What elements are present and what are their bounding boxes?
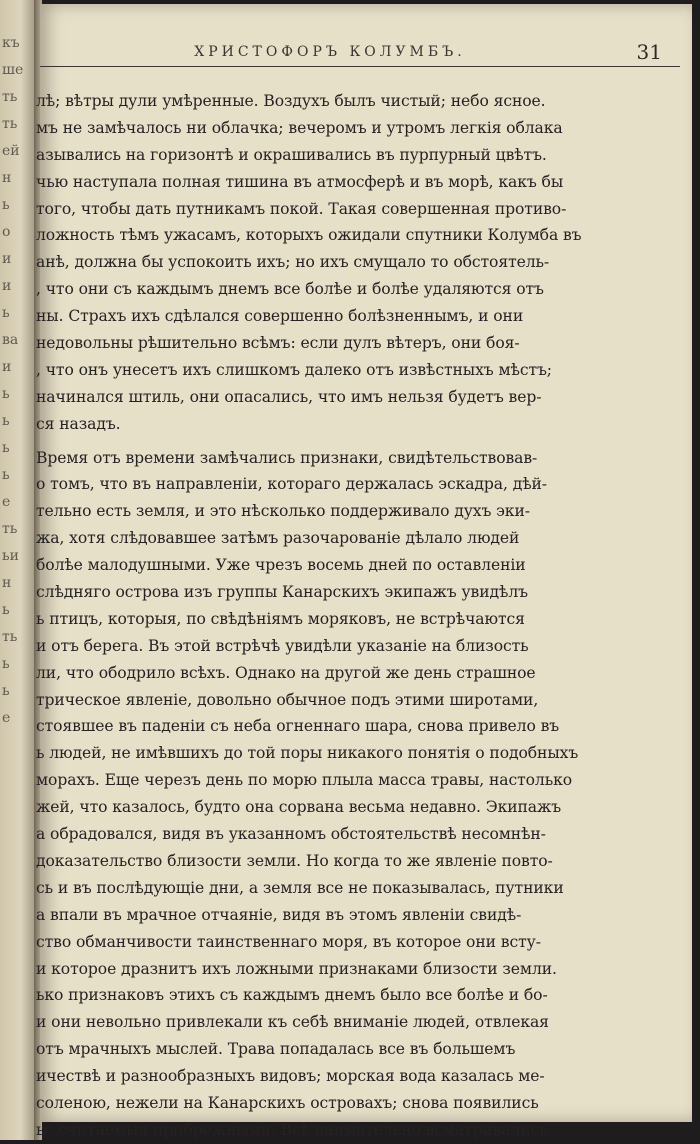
- text-line: а обрадовался, видя въ указанномъ обстоятельствѣ несомнѣн-: [36, 825, 546, 844]
- facing-page-fragment: ь: [2, 467, 10, 483]
- book-page: [36, 4, 692, 1139]
- facing-page-edge: [0, 0, 34, 1140]
- facing-page-fragment: ь: [2, 656, 10, 672]
- facing-page-fragment: е: [2, 494, 11, 510]
- text-line: сь и въ послѣдующіе дни, а земля все не показывалась, путники: [36, 878, 564, 897]
- text-line: трическое явленіе, довольно обычное подъ этими широтами,: [36, 690, 539, 709]
- facing-page-fragment: ть: [2, 89, 18, 105]
- facing-page-fragment: къ: [2, 35, 20, 51]
- page-number: 31: [636, 40, 662, 64]
- facing-page-fragment: ть: [2, 116, 18, 132]
- facing-page-fragment: н: [2, 170, 12, 186]
- text-line: жа, хотя слѣдовавшее затѣмъ разочарованіе дѣлало людей: [36, 529, 520, 548]
- facing-page-fragment: и: [2, 359, 12, 375]
- text-line: ы, считаемыя прибрежными. Всѣ внимательно всматривались: [36, 1120, 548, 1139]
- text-line: а впали въ мрачное отчаяніе, видя въ этомъ явленіи свидѣ-: [36, 905, 522, 924]
- facing-page-fragment: н: [2, 575, 12, 591]
- facing-page-fragment: ь: [2, 440, 10, 456]
- facing-page-fragment: ь: [2, 683, 10, 699]
- text-line: Время отъ времени замѣчались признаки, свидѣтельствовав-: [36, 448, 538, 467]
- text-line: болѣе малодушными. Уже чрезъ восемь дней по оставленіи: [36, 556, 526, 575]
- text-line: недовольны рѣшительно всѣмъ: если дулъ вѣтеръ, они боя-: [36, 334, 520, 353]
- facing-page-fragment: ть: [2, 629, 18, 645]
- facing-page-fragment: ть: [2, 521, 18, 537]
- facing-page-fragment: ей: [2, 143, 20, 159]
- text-line: , что они съ каждымъ днемъ все болѣе и болѣе удаляются отъ: [36, 280, 544, 299]
- running-title: ХРИСТОФОРЪ КОЛУМБЪ.: [194, 44, 466, 60]
- text-line: и они невольно привлекали къ себѣ вниманіе людей, отвлекая: [36, 1013, 549, 1032]
- text-line: начинался штиль, они опасались, что имъ нельзя будетъ вер-: [36, 387, 542, 406]
- text-line: отъ мрачныхъ мыслей. Трава попадалась все въ большемъ: [36, 1040, 516, 1059]
- text-line: жей, что казалось, будто она сорвана весьма недавно. Экипажъ: [36, 798, 562, 817]
- facing-page-fragment: о: [2, 224, 11, 240]
- header-rule: [40, 66, 680, 67]
- text-line: доказательство близости земли. Но когда то же явленіе повто-: [36, 851, 553, 870]
- text-line: чью наступала полная тишина въ атмосферѣ и въ морѣ, какъ бы: [36, 172, 564, 191]
- text-line: и которое дразнитъ ихъ ложными признаками близости земли.: [36, 959, 557, 978]
- text-line: анѣ, должна бы успокоить ихъ; но ихъ смущало то обстоятель-: [36, 253, 550, 272]
- text-line: стоявшее въ паденіи съ неба огненнаго шара, снова привело въ: [36, 717, 560, 736]
- facing-page-fragment: ь: [2, 305, 10, 321]
- facing-page-fragment: е: [2, 710, 11, 726]
- facing-page-fragment: ь: [2, 197, 10, 213]
- text-line: азывались на горизонтѣ и окрашивались въ пурпурный цвѣтъ.: [36, 145, 547, 164]
- facing-page-fragment: ь: [2, 413, 10, 429]
- text-line: ько признаковъ этихъ съ каждымъ днемъ было все болѣе и бо-: [36, 986, 548, 1005]
- facing-page-fragment: ьи: [2, 548, 19, 564]
- body-text: [36, 88, 676, 1144]
- text-line: морахъ. Еще черезъ день по морю плыла масса травы, настолько: [36, 771, 573, 790]
- text-line: ли, что ободрило всѣхъ. Однако на другой же день страшное: [36, 663, 536, 682]
- text-line: мъ не замѣчалось ни облачка; вечеромъ и утромъ легкія облака: [36, 118, 563, 137]
- text-line: ны. Страхъ ихъ сдѣлался совершенно болѣзненнымъ, и они: [36, 307, 524, 326]
- text-line: лѣ; вѣтры дули умѣренные. Воздухъ былъ чистый; небо ясное.: [36, 92, 546, 110]
- facing-page-fragment: ь: [2, 386, 10, 402]
- text-line: ь птицъ, которыя, по свѣдѣніямъ моряковъ, не встрѣчаются: [36, 609, 525, 628]
- text-line: слѣдняго острова изъ группы Канарскихъ экипажъ увидѣлъ: [36, 583, 528, 602]
- text-line: ложность тѣмъ ужасамъ, которыхъ ожидали спутники Колумба въ: [36, 226, 582, 245]
- text-line: и отъ берега. Въ этой встрѣчѣ увидѣли указаніе на близость: [36, 636, 529, 655]
- facing-page-fragment: ва: [2, 332, 19, 348]
- facing-page-fragment: ь: [2, 602, 10, 618]
- facing-page-fragment: ше: [2, 62, 24, 78]
- text-line: ь людей, не имѣвшихъ до той поры никакого понятія о подобныхъ: [36, 744, 579, 763]
- facing-page-fragment: и: [2, 251, 12, 267]
- text-line: ичествѣ и разнообразныхъ видовъ; морская вода казалась ме-: [36, 1067, 545, 1086]
- text-line: тельно есть земля, и это нѣсколько поддерживало духъ эки-: [36, 502, 530, 521]
- text-line: ство обманчивости таинственнаго моря, въ которое они всту-: [36, 932, 541, 951]
- text-line: о томъ, что въ направленіи, котораго держалась эскадра, дѣй-: [36, 475, 547, 494]
- text-line: ся назадъ.: [36, 414, 121, 433]
- facing-page-fragment: и: [2, 278, 12, 294]
- text-line: соленою, нежели на Канарскихъ островахъ; снова появились: [36, 1093, 539, 1112]
- text-line: , что онъ унесетъ ихъ слишкомъ далеко отъ извѣстныхъ мѣстъ;: [36, 360, 552, 379]
- text-line: того, чтобы дать путникамъ покой. Такая совершенная противо-: [36, 199, 567, 218]
